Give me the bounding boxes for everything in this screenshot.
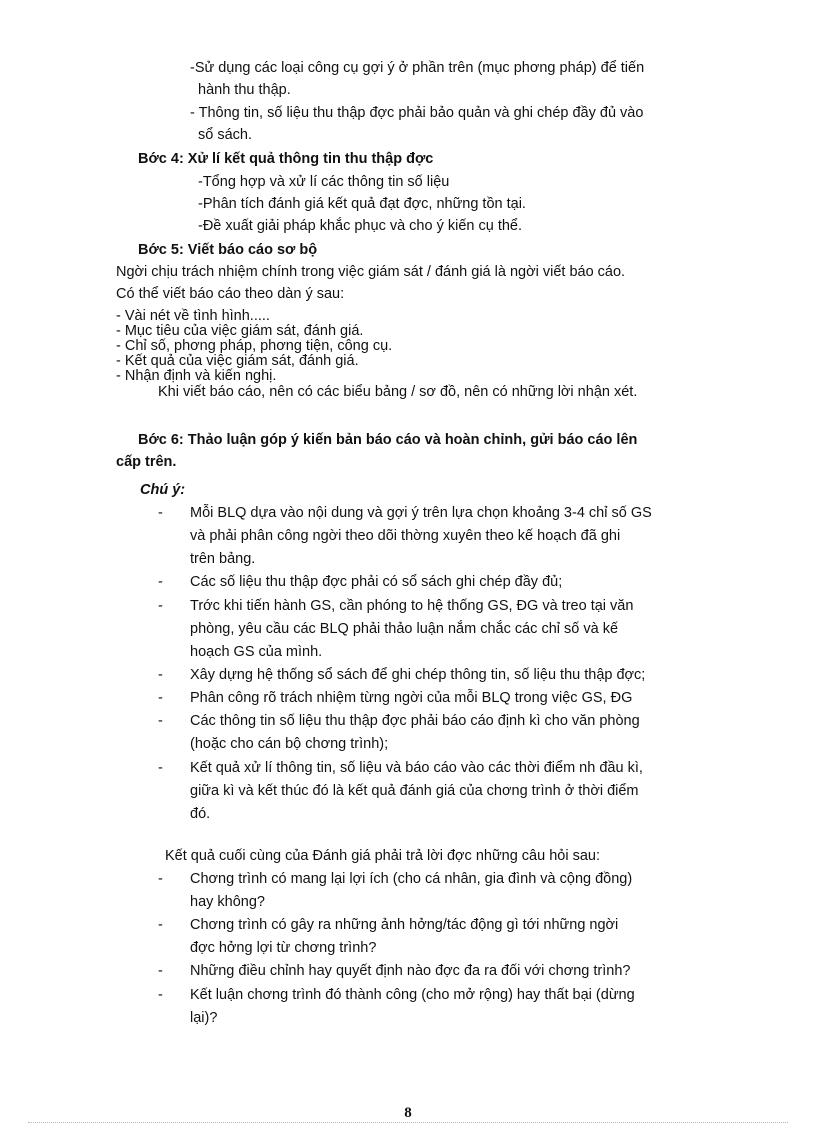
data-storage-line-cont: sổ sách. [198, 127, 252, 143]
step6-heading-cont: cấp trên. [116, 454, 177, 470]
report-responsibility-line: Ngời chịu trách nhiệm chính trong việc giám sát / đánh giá là ngời viết báo cáo. [116, 264, 626, 280]
step5-heading [138, 240, 317, 260]
note-line: Các số liệu thu thập đợc phải có sổ sách ghi chép đầy đủ; [190, 574, 563, 590]
bullet-dash: - [158, 917, 163, 933]
report-outline-intro: Có thể viết báo cáo theo dàn ý sau: [116, 286, 345, 302]
question-line: hay không? [190, 894, 265, 910]
outline-item: - Mục tiêu của việc giám sát, đánh giá. [116, 323, 364, 339]
note-line: đó. [190, 806, 211, 822]
data-storage-line: - Thông tin, số liệu thu thập đợc phải bảo quản và ghi chép đầy đủ vào [190, 105, 644, 121]
question-line: Kết luận chơng trình đó thành công (cho mở rộng) hay thất bại (dừng [190, 987, 635, 1003]
step4-item: -Phân tích đánh giá kết quả đạt đợc, những tồn tại. [198, 196, 526, 212]
step5-title: : Viết báo cáo sơ bộ [178, 242, 318, 258]
bullet-dash: - [158, 574, 163, 590]
question-line: Chơng trình có gây ra những ảnh hởng/tác động gì tới những ngời [190, 917, 619, 933]
step4-heading [138, 149, 433, 169]
note-line: hoạch GS của mình. [190, 644, 323, 660]
step4-label: Bớc 4 [138, 151, 179, 167]
note-line: Xây dựng hệ thống sổ sách để ghi chép thông tin, số liệu thu thập đợc; [190, 667, 646, 683]
note-line: Trớc khi tiến hành GS, cần phóng to hệ thống GS, ĐG và treo tại văn [190, 598, 634, 614]
bullet-dash: - [158, 760, 163, 776]
question-line: Những điều chỉnh hay quyết định nào đợc đa ra đối với chơng trình? [190, 963, 631, 979]
bullet-dash: - [158, 505, 163, 521]
note-line: Mỗi BLQ dựa vào nội dung và gợi ý trên lựa chọn khoảng 3-4 chỉ số GS [190, 505, 652, 521]
note-line: trên bảng. [190, 551, 256, 567]
method-tools-line-cont: hành thu thập. [198, 82, 291, 98]
page-number: 8 [404, 1105, 412, 1121]
note-line: Các thông tin số liệu thu thập đợc phải báo cáo định kì cho văn phòng [190, 713, 640, 729]
question-line: đợc hởng lợi từ chơng trình? [190, 940, 377, 956]
step4-title: : Xử lí kết quả thông tin thu thập đợc [178, 151, 434, 167]
note-line: phòng, yêu cầu các BLQ phải thảo luận nắm chắc các chỉ số và kế [190, 621, 619, 637]
outline-item: - Vài nét về tình hình..... [116, 308, 270, 324]
note-title: Chú ý: [140, 482, 186, 498]
report-note-line: Khi viết báo cáo, nên có các biểu bảng / sơ đồ, nên có những lời nhận xét. [158, 384, 638, 400]
bullet-dash: - [158, 871, 163, 887]
method-tools-line: -Sử dụng các loại công cụ gợi ý ở phần trên (mục phơng pháp) để tiến [190, 60, 645, 76]
outline-item: - Chỉ số, phơng pháp, phơng tiện, công cụ. [116, 338, 393, 354]
question-line: Chơng trình có mang lại lợi ích (cho cá nhân, gia đình và cộng đồng) [190, 871, 633, 887]
bullet-dash: - [158, 598, 163, 614]
bullet-dash: - [158, 987, 163, 1003]
bullet-dash: - [158, 667, 163, 683]
step5-label: Bớc 5 [138, 242, 179, 258]
evaluation-intro: Kết quả cuối cùng của Đánh giá phải trả lời đợc những câu hỏi sau: [165, 848, 600, 864]
outline-item: - Kết quả của việc giám sát, đánh giá. [116, 353, 359, 369]
step4-item: -Đề xuất giải pháp khắc phục và cho ý kiến cụ thể. [198, 218, 523, 234]
note-line: (hoặc cho cán bộ chơng trình); [190, 736, 389, 752]
note-line: Kết quả xử lí thông tin, số liệu và báo cáo vào các thời điểm nh đầu kì, [190, 760, 643, 776]
bullet-dash: - [158, 963, 163, 979]
bullet-dash: - [158, 713, 163, 729]
bullet-dash: - [158, 690, 163, 706]
note-line: giữa kì và kết thúc đó là kết quả đánh giá của chơng trình ở thời điểm [190, 783, 639, 799]
question-line: lại)? [190, 1010, 218, 1026]
outline-item: - Nhận định và kiến nghị. [116, 368, 277, 384]
step6-heading: Bớc 6: Thảo luận góp ý kiến bản báo cáo và hoàn chỉnh, gửi báo cáo lên [138, 432, 638, 448]
note-line: và phải phân công ngời theo dõi thờng xuyên theo kế hoạch đã ghi [190, 528, 621, 544]
note-line: Phân công rõ trách nhiệm từng ngời của mỗi BLQ trong việc GS, ĐG [190, 690, 633, 706]
step4-item: -Tổng hợp và xử lí các thông tin số liệu [198, 174, 450, 190]
